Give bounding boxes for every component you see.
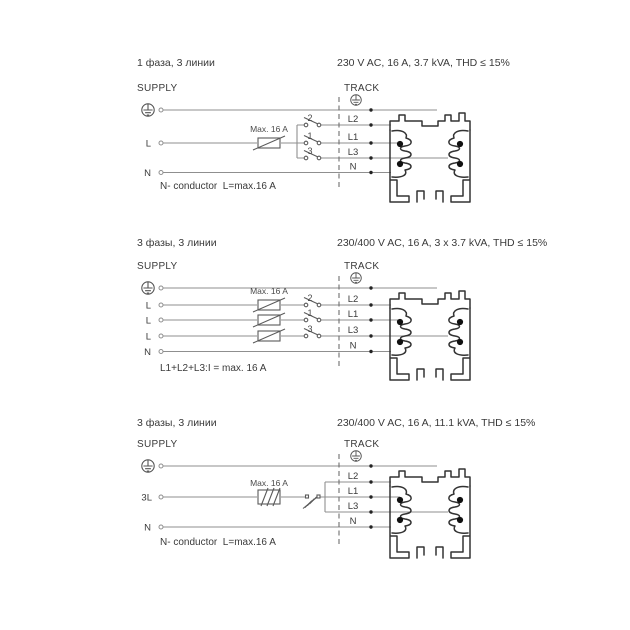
diagram1-junction-dots (369, 108, 372, 174)
diagram1-supply-label: SUPPLY (137, 83, 178, 94)
track-terminal-label: L1 (347, 309, 359, 320)
diagram-1-phase-3-lines (137, 57, 510, 202)
supply-earth-icon (142, 282, 154, 294)
supply-line-label: 3L (141, 492, 152, 504)
diagram-3-phase-3-lines-a (137, 237, 547, 380)
track-terminal-label: L2 (347, 294, 359, 305)
track-terminal-label: L3 (347, 325, 359, 336)
fuse-icon (253, 298, 285, 312)
diagram2-supply-terminals (159, 286, 163, 354)
diagram3-caption: N- conductor L=max.16 A (160, 537, 276, 548)
switch-number: 2 (307, 113, 313, 123)
supply-line-label: N (144, 522, 151, 534)
diagram3-title-left: 3 фазы, 3 линии (137, 417, 217, 429)
diagram1-caption: N- conductor L=max.16 A (160, 181, 276, 192)
diagram3-supply-label: SUPPLY (137, 439, 178, 450)
diagram1-title-left: 1 фаза, 3 линии (137, 57, 215, 69)
diagram2-supply-label: SUPPLY (137, 261, 178, 272)
switch-number: 1 (307, 308, 313, 318)
track-terminal-label: L1 (347, 132, 359, 143)
supply-earth-icon (142, 104, 154, 116)
track-earth-icon (351, 451, 362, 462)
track-earth-icon (351, 273, 362, 284)
supply-line-label: L (145, 300, 151, 312)
diagram1-supply-terminals (159, 108, 163, 175)
switch-number: 1 (307, 131, 313, 141)
fuse-icon (253, 136, 285, 150)
fuse-rating-label: Max. 16 A (250, 124, 288, 134)
supply-line-label: L (145, 315, 151, 327)
diagram2-caption: L1+L2+L3:I = max. 16 A (160, 363, 267, 374)
supply-line-label: N (144, 168, 151, 179)
switch-number: 2 (307, 293, 313, 303)
triple-fuse-icon (258, 488, 280, 506)
diagram1-title-right: 230 V AC, 16 A, 3.7 kVA, THD ≤ 15% (337, 57, 510, 69)
supply-line-label: N (144, 347, 151, 358)
diagram1-track-label: TRACK (344, 83, 380, 94)
track-earth-icon (351, 95, 362, 106)
diagram-3-phase-3-lines-b (137, 417, 535, 558)
track-terminal-label: L2 (347, 114, 359, 125)
switch-number: 3 (307, 324, 313, 334)
three-pole-switch-icon (303, 495, 320, 509)
diagram3-supply-terminals (159, 464, 163, 529)
diagram3-title-right: 230/400 V AC, 16 A, 11.1 kVA, THD ≤ 15% (337, 417, 536, 429)
track-terminal-label: L2 (347, 471, 359, 482)
diagram2-title-left: 3 фазы, 3 линии (137, 237, 217, 249)
fuse-icon (253, 313, 285, 327)
track-terminal-label: N (349, 516, 357, 527)
track-terminal-label: L1 (347, 486, 359, 497)
fuse-rating-label: Max. 16 A (250, 286, 288, 296)
diagram2-title-right: 230/400 V AC, 16 A, 3 x 3.7 kVA, THD ≤ 15% (337, 237, 548, 249)
track-terminal-label: N (349, 161, 357, 173)
switch-number: 3 (307, 146, 313, 156)
track-terminal-label: L3 (347, 501, 359, 512)
track-cross-section (390, 469, 470, 558)
diagram3-junction-dots (369, 464, 372, 528)
diagram2-track-label: TRACK (344, 261, 380, 272)
diagram2-junction-dots (369, 286, 372, 353)
track-terminal-label: L3 (347, 147, 359, 158)
fuse-rating-label: Max. 16 A (250, 478, 288, 488)
supply-earth-icon (142, 460, 154, 472)
diagram3-track-label: TRACK (344, 439, 380, 450)
track-terminal-label: N (349, 340, 357, 352)
supply-line-label: L (145, 138, 151, 150)
supply-line-label: L (145, 331, 151, 343)
fuse-icon (253, 329, 285, 343)
